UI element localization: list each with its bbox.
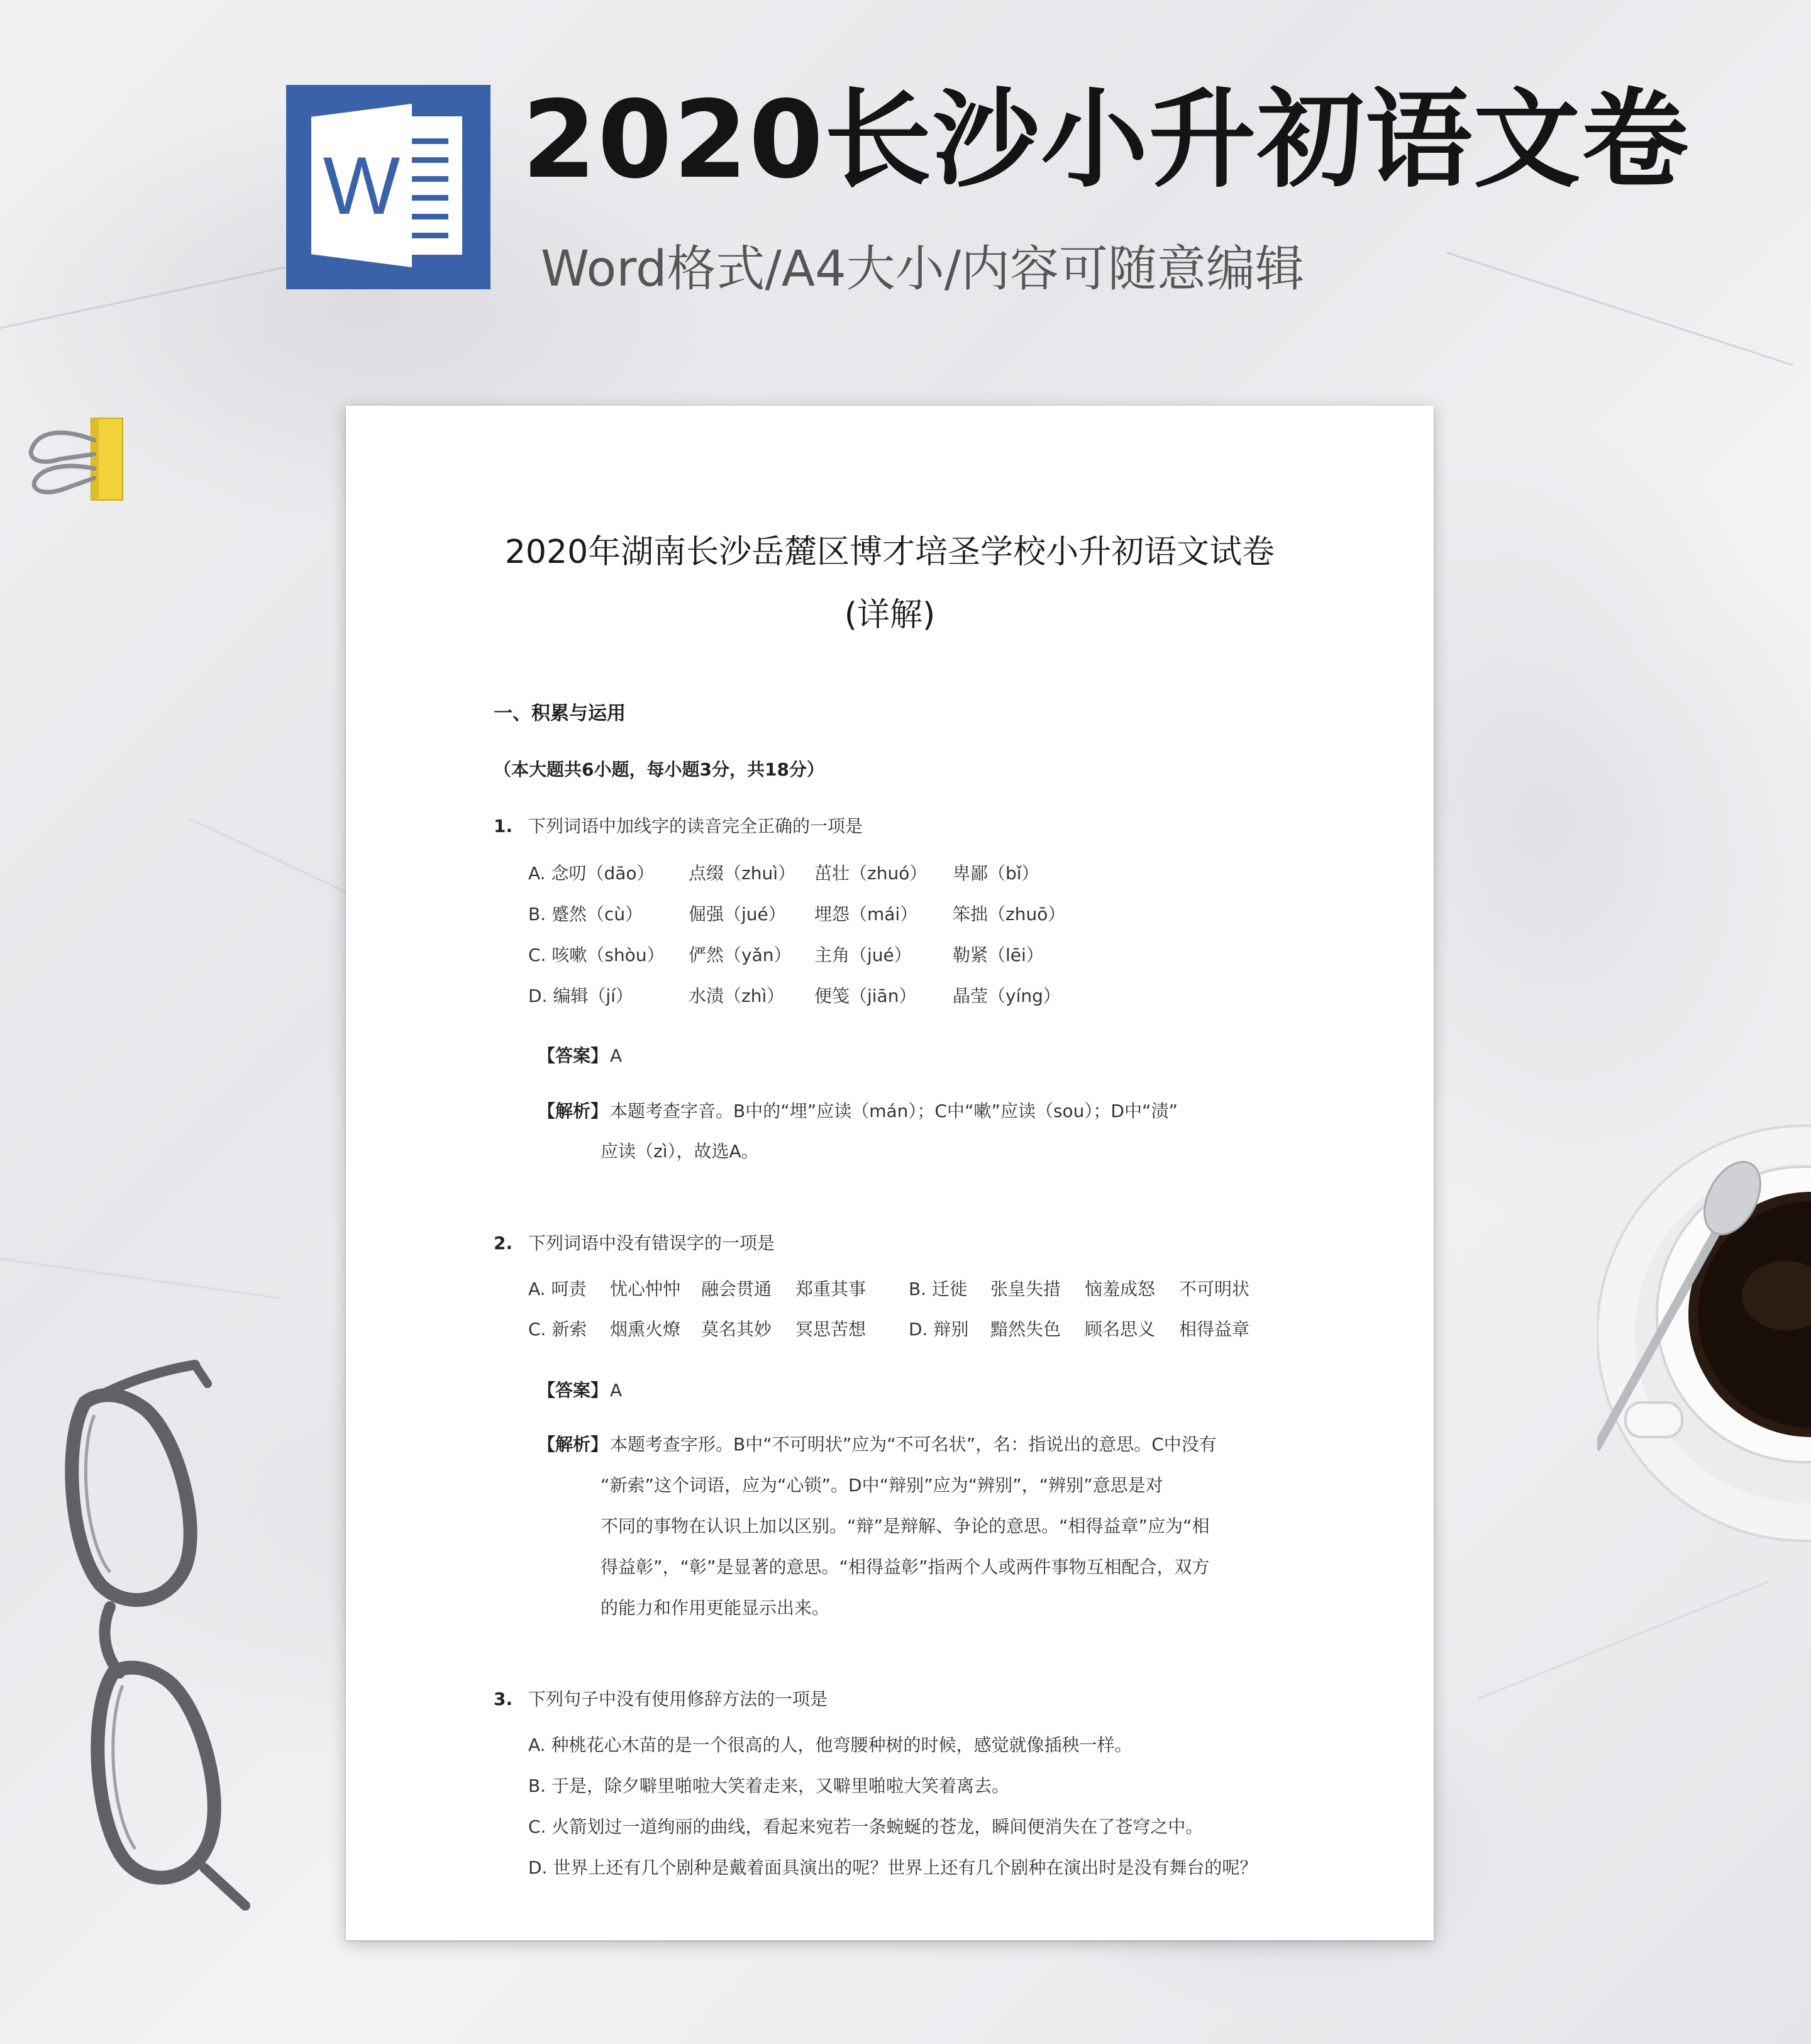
analysis-line: 本题考查字音。B中的“埋”应读（mán）；C中“嗽”应读（sou）；D中“渍” — [610, 1101, 1178, 1121]
document-title: 2020年湖南长沙岳麓区博才培圣学校小升初语文试卷 — [504, 533, 1275, 571]
option-item: 黯然失色 — [990, 1319, 1061, 1340]
option-item: 点缀（zhuì） — [689, 863, 795, 884]
option-item: 笨拙（zhuō） — [953, 904, 1066, 925]
question-stem: 下列词语中没有错误字的一项是 — [528, 1233, 775, 1253]
option-item: 忧心忡忡 — [610, 1279, 681, 1299]
document-title-suffix: (详解) — [844, 596, 936, 634]
option-item: D. 编辑（jí） — [528, 986, 633, 1006]
option-item: 茁壮（zhuó） — [814, 863, 928, 884]
option-item: 不可明状 — [1179, 1279, 1250, 1299]
analysis-line: 得益彰”，“彰”是显著的意思。“相得益彰”指两个人或两件事物互相配合，双方 — [601, 1557, 1210, 1577]
question-number: 3. — [494, 1689, 513, 1709]
question-number: 1. — [494, 816, 513, 836]
option-item: 相得益章 — [1179, 1319, 1250, 1340]
marble-vein — [1477, 1580, 1769, 1700]
option-item: 卑鄙（bǐ） — [953, 863, 1039, 884]
analysis-line: 的能力和作用更能显示出来。 — [601, 1597, 830, 1618]
eyeglasses-icon — [50, 1358, 252, 1912]
question-number: 2. — [494, 1233, 513, 1253]
word-logo-letter: W — [323, 140, 401, 231]
exam-paper — [346, 406, 1434, 1940]
section-note: （本大题共6小题，每小题3分，共18分） — [494, 759, 824, 780]
section-title: 一、积累与运用 — [494, 703, 626, 725]
option-item: A. 种桃花心木苗的是一个很高的人，他弯腰种树的时候，感觉就像插秧一样。 — [528, 1735, 1133, 1755]
word-logo-icon — [286, 85, 490, 289]
option-item: 水渍（zhì） — [689, 986, 785, 1006]
option-item: C. 火箭划过一道绚丽的曲线，看起来宛若一条蜿蜒的苍龙，瞬间便消失在了苍穹之中。 — [528, 1816, 1204, 1837]
analysis-line: 应读（zì），故选A。 — [601, 1141, 759, 1162]
option-item: C. 咳嗽（shòu） — [528, 945, 665, 965]
option-item: 莫名其妙 — [701, 1319, 772, 1340]
option-item: A. 呵责 — [528, 1279, 587, 1299]
option-item: 晶莹（yíng） — [953, 986, 1061, 1006]
option-item: 恼羞成怒 — [1085, 1279, 1156, 1299]
option-item: 俨然（yǎn） — [689, 945, 792, 965]
option-item: D. 辩别 — [909, 1319, 969, 1340]
option-item: 顾名思义 — [1085, 1319, 1156, 1340]
marble-vein — [1446, 252, 1794, 366]
page-title: 2020长沙小升初语文卷 — [522, 78, 1690, 203]
analysis-line: 本题考查字形。B中“不可明状”应为“不可名状”，名：指说出的意思。C中没有 — [610, 1434, 1217, 1455]
option-item: 勒紧（lēi） — [953, 945, 1044, 965]
binder-clip-icon — [25, 415, 138, 503]
marble-vein — [0, 1258, 280, 1299]
option-item: B. 于是，除夕噼里啪啦大笑着走来，又噼里啪啦大笑着离去。 — [528, 1775, 1010, 1796]
question-stem: 下列词语中加线字的读音完全正确的一项是 — [528, 816, 863, 836]
option-item: 主角（jué） — [814, 945, 912, 965]
option-item: 埋怨（mái） — [814, 904, 918, 925]
option-item: B. 迁徙 — [909, 1279, 968, 1299]
option-item: 烟熏火燎 — [610, 1319, 681, 1340]
option-item: 郑重其事 — [795, 1279, 867, 1299]
option-item: B. 蹙然（cù） — [528, 904, 643, 925]
answer-value: A — [610, 1045, 623, 1066]
option-item: 倔强（jué） — [689, 904, 786, 925]
analysis-line: “新索”这个词语，应为“心锁”。D中“辩别”应为“辨别”，“辨别”意思是对 — [601, 1475, 1163, 1496]
option-item: 张皇失措 — [990, 1279, 1061, 1299]
option-item: D. 世界上还有几个剧种是戴着面具演出的呢？世界上还有几个剧种在演出时是没有舞台的呢？ — [528, 1857, 1258, 1878]
option-item: 便笺（jiān） — [814, 986, 917, 1006]
analysis-line: 不同的事物在认识上加以区别。“辩”是辩解、争论的意思。“相得益章”应为“相 — [601, 1516, 1210, 1536]
answer-tag: 【答案】 — [538, 1380, 609, 1401]
option-item: 融会贯通 — [701, 1279, 772, 1299]
analysis-tag: 【解析】 — [538, 1434, 609, 1455]
option-item: C. 新索 — [528, 1319, 587, 1340]
answer-tag: 【答案】 — [538, 1045, 609, 1066]
coffee-cup-icon — [1597, 1107, 1811, 1547]
analysis-tag: 【解析】 — [538, 1101, 609, 1121]
option-item: A. 念叨（dāo） — [528, 863, 655, 884]
answer-value: A — [610, 1380, 623, 1401]
question-stem: 下列句子中没有使用修辞方法的一项是 — [528, 1689, 828, 1709]
option-item: 冥思苦想 — [795, 1319, 867, 1340]
page-subtitle: Word格式/A4大小/内容可随意编辑 — [541, 241, 1305, 297]
